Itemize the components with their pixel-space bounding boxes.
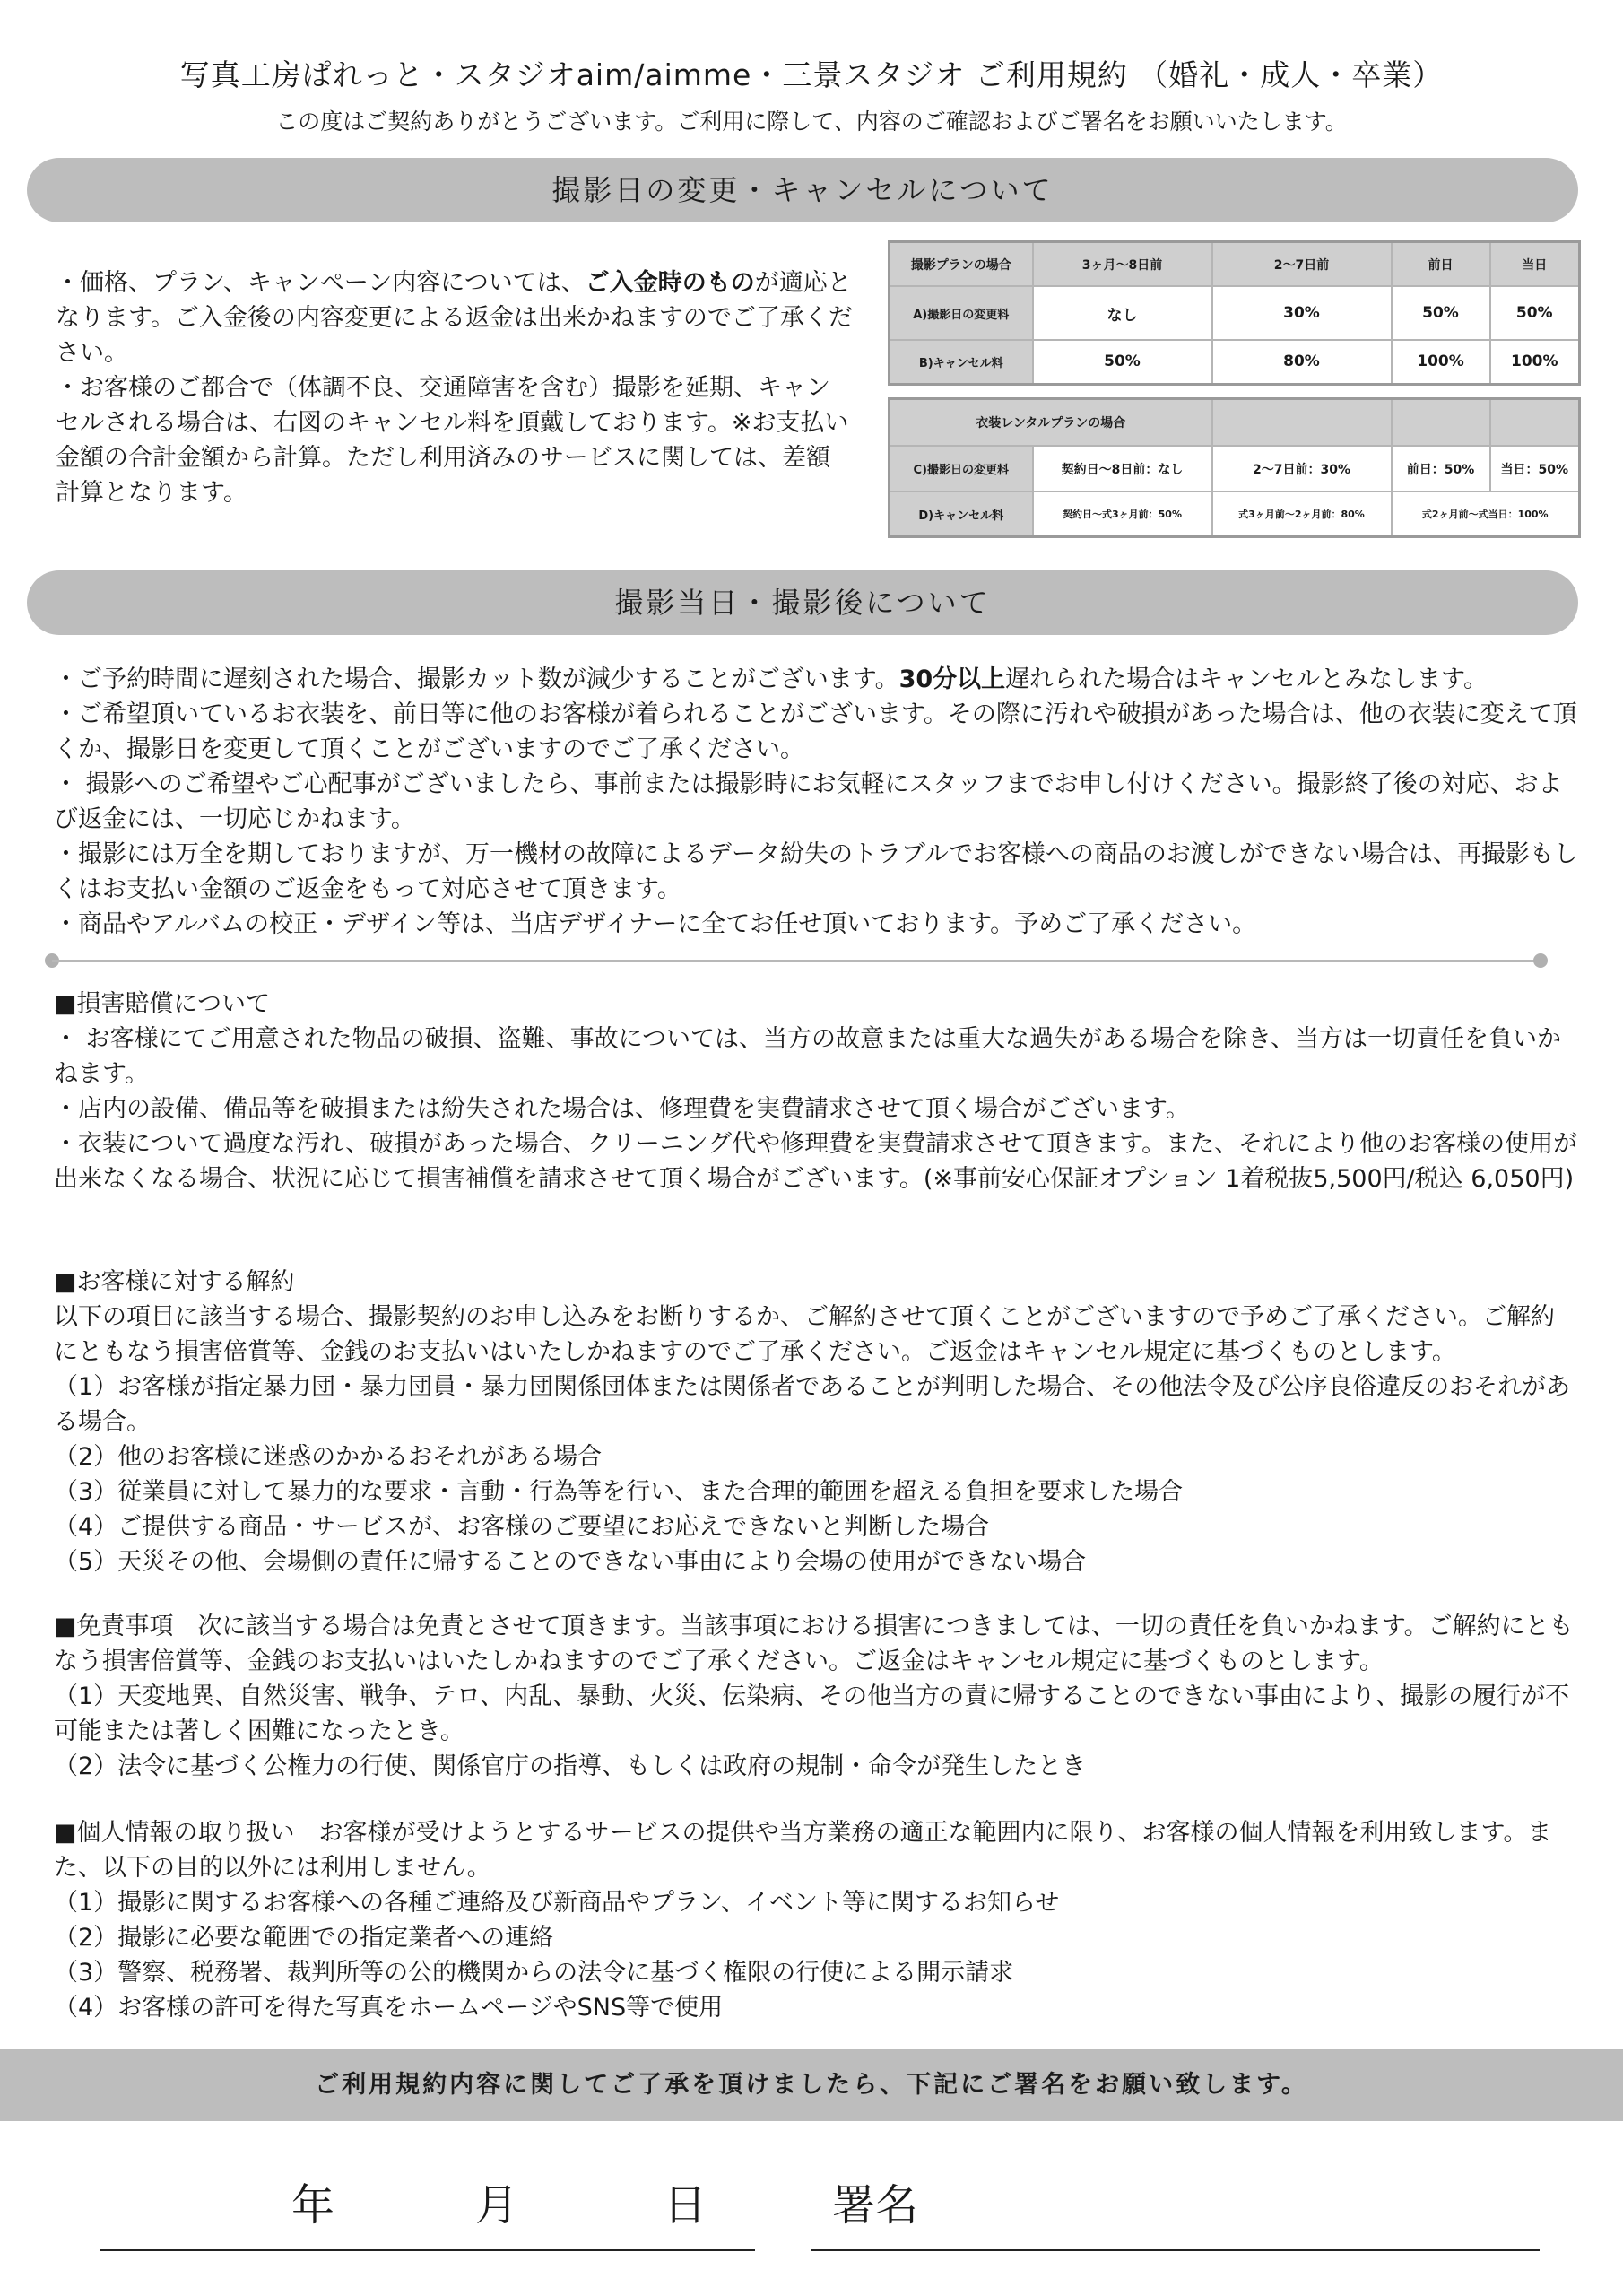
privacy-item: （2）撮影に必要な範囲での指定業者への連絡	[54, 1924, 554, 1952]
price-notice-post: が適応となります。ご入金後の内容変更による返金は出来かねますのでご了承ください。	[56, 269, 853, 367]
section-divider	[52, 960, 1541, 962]
privacy-title: ■個人情報の取り扱い	[54, 1819, 295, 1847]
exemption-title: ■免責事項	[54, 1613, 174, 1640]
fee-table-header-cell: 撮影プランの場合	[890, 242, 1033, 287]
exemption-item: （1）天変地異、自然災害、戦争、テロ、内乱、暴動、火災、伝染病、その他当方の責に帰することのできない事由により、撮影の履行が不可能または著しく困難になったとき。	[54, 1683, 1570, 1745]
fee-table-header-cell: 当日	[1490, 242, 1580, 287]
fee-table-header-cell	[1490, 399, 1580, 447]
data-loss-notice: ・撮影には万全を期しておりますが、万一機材の故障によるデータ紛失のトラブルでお客様への商品のお渡しができない場合は、再撮影もしくはお支払い金額のご返金をもって対応させて頂きます。	[54, 840, 1578, 903]
fee-table-cell: 100%	[1490, 340, 1580, 385]
late-arrival-bold: 30分以上	[898, 665, 1006, 693]
damages-item: ・ お客様にてご用意された物品の破損、盗難、事故については、当方の故意または重大な過失がある場合を除き、当方は一切責任を負いかねます。	[54, 1025, 1561, 1088]
fee-table-cell: 式3ヶ月前〜2ヶ月前：80%	[1212, 491, 1392, 536]
signature-name-label: 署名	[832, 2180, 919, 2231]
privacy-section	[54, 1815, 1578, 2025]
exemption-section	[54, 1609, 1578, 1784]
fee-table-row	[890, 491, 1580, 536]
fee-table-header-cell: 衣装レンタルプランの場合	[890, 399, 1212, 447]
fee-table-header-cell	[1212, 399, 1392, 447]
privacy-item: （1）撮影に関するお客様への各種ご連絡及び新商品やプラン、イベント等に関するお知らせ	[54, 1889, 1060, 1917]
fee-table-cell: 50%	[1490, 286, 1580, 340]
section1-text	[56, 265, 854, 510]
damages-item: ・店内の設備、備品等を破損または紛失された場合は、修理費を実費請求させて頂く場合がございます。	[54, 1095, 1190, 1123]
termination-item: （3）従業員に対して暴力的な要求・言動・行為等を行い、また合理的範囲を超える負担を要求した場合	[54, 1478, 1184, 1506]
section2-text	[54, 662, 1578, 942]
fee-table-cell: 前日：50%	[1392, 446, 1490, 491]
termination-section	[54, 1265, 1578, 1579]
divider-dot-right	[1533, 953, 1548, 968]
fee-table-header-row	[890, 399, 1580, 447]
fee-table-cell: 50%	[1033, 340, 1212, 385]
late-arrival-post: 遅れられた場合はキャンセルとみなします。	[1005, 665, 1488, 693]
fee-table-cell: 式2ヶ月前〜式当日：100%	[1392, 491, 1580, 536]
date-signature-line[interactable]	[100, 2249, 755, 2251]
damages-section	[54, 987, 1578, 1196]
fee-table-cell: 2〜7日前：30%	[1212, 446, 1392, 491]
document-subtitle: この度はご契約ありがとうございます。ご利用に際して、内容のご確認およびご署名をお願いいたします。	[275, 109, 1348, 135]
price-notice	[56, 265, 854, 370]
fee-table-row	[890, 286, 1580, 340]
fee-table-cell: 当日：50%	[1490, 446, 1580, 491]
privacy-item: （3）警察、税務署、裁判所等の公的機関からの法令に基づく権限の行使による開示請求	[54, 1959, 1014, 1987]
exemption-intro: 次に該当する場合は免責とさせて頂きます。当該事項における損害につきましては、一切の責任を負いかねます。ご解約にともなう損害倍賞等、金銭のお支払いはいたしかねますのでご了承ください。ご返金はキャンセル規定に基づくものとします。	[54, 1613, 1574, 1675]
fee-table-header-row	[890, 242, 1580, 287]
fee-table-header-cell: 2〜7日前	[1212, 242, 1392, 287]
section-heading-change-cancel: 撮影日の変更・キャンセルについて	[27, 158, 1578, 222]
exemption-item: （2）法令に基づく公権力の行使、関係官庁の指導、もしくは政府の規制・命令が発生したとき	[54, 1752, 1087, 1780]
requests-notice: ・ 撮影へのご希望やご心配事がございましたら、事前または撮影時にお気軽にスタッフまでお申し付けください。撮影終了後の対応、および返金には、一切応じかねます。	[54, 770, 1563, 833]
fee-table-row	[890, 446, 1580, 491]
fee-table-shooting-plan	[888, 240, 1581, 386]
privacy-text	[54, 1815, 1578, 1885]
fee-table-row-header: B)キャンセル料	[890, 340, 1033, 385]
fee-table-row-header: A)撮影日の変更料	[890, 286, 1033, 340]
privacy-intro: お客様が受けようとするサービスの提供や当方業務の適正な範囲内に限り、お客様の個人情報を利用致します。また、以下の目的以外には利用しません。	[54, 1819, 1552, 1882]
document-title: 写真工房ぱれっと・スタジオaim/aimme・三景スタジオ ご利用規約 （婚礼・成人・卒業）	[179, 57, 1444, 92]
fee-table-row	[890, 340, 1580, 385]
signature-year-label: 年	[291, 2180, 335, 2231]
fee-table-header-cell: 3ヶ月〜8日前	[1033, 242, 1212, 287]
costume-notice: ・ご希望頂いているお衣装を、前日等に他のお客様が着られることがございます。その際に汚れや破損があった場合は、他の衣装に変えて頂くか、撮影日を変更して頂くことがございますのでご了承ください。	[54, 700, 1577, 763]
termination-item: （5）天災その他、会場側の責任に帰することのできない事由により会場の使用ができない場合	[54, 1548, 1087, 1576]
late-arrival-notice	[54, 662, 1578, 697]
fee-table-row-header: C)撮影日の変更料	[890, 446, 1033, 491]
exemption-text	[54, 1609, 1578, 1679]
fee-table-cell: 100%	[1392, 340, 1490, 385]
design-notice: ・商品やアルバムの校正・デザイン等は、当店デザイナーに全てお任せ頂いております。予めご了承ください。	[54, 910, 1257, 938]
fee-table-row-header: D)キャンセル料	[890, 491, 1033, 536]
signature-month-label: 月	[475, 2180, 519, 2231]
damages-title: ■損害賠償について	[54, 990, 270, 1018]
fee-table-cell: 契約日〜8日前：なし	[1033, 446, 1212, 491]
termination-intro: 以下の項目に該当する場合、撮影契約のお申し込みをお断りするか、ご解約させて頂くことがございますので予めご了承ください。ご解約にともなう損害倍賞等、金銭のお支払いはいたしかねますのでご了承ください。ご返金はキャンセル規定に基づくものとします。	[54, 1303, 1555, 1366]
section-heading-shooting-day: 撮影当日・撮影後について	[27, 570, 1578, 635]
fee-table-cell: 30%	[1212, 286, 1392, 340]
termination-title: ■お客様に対する解約	[54, 1268, 295, 1296]
signature-instruction-band: ご利用規約内容に関してご了承を頂けましたら、下記にご署名をお願い致します。	[0, 2049, 1623, 2121]
privacy-item: （4）お客様の許可を得た写真をホームページやSNS等で使用	[54, 1994, 724, 2022]
fee-table-header-cell	[1392, 399, 1490, 447]
fee-table-cell: 50%	[1392, 286, 1490, 340]
signature-day-label: 日	[664, 2180, 707, 2231]
price-notice-pre: ・価格、プラン、キャンペーン内容については、	[56, 269, 586, 297]
fee-table-cell: なし	[1033, 286, 1212, 340]
damages-item: ・衣装について過度な汚れ、破損があった場合、クリーニング代や修理費を実費請求させて頂きます。また、それにより他のお客様の使用が出来なくなる場合、状況に応じて損害補償を請求させて頂く場合がございます。(※事前安心保証オプション 1着税抜5,500円/税込 6,050円)	[54, 1130, 1578, 1193]
late-arrival-pre: ・ご予約時間に遅刻された場合、撮影カット数が減少することがございます。	[54, 665, 899, 693]
termination-item: （1）お客様が指定暴力団・暴力団員・暴力団関係団体または関係者であることが判明した場合、その他法令及び公序良俗違反のおそれがある場合。	[54, 1373, 1571, 1436]
fee-table-header-cell: 前日	[1392, 242, 1490, 287]
fee-table-cell: 契約日〜式3ヶ月前：50%	[1033, 491, 1212, 536]
termination-item: （2）他のお客様に迷惑のかかるおそれがある場合	[54, 1443, 603, 1471]
fee-table-costume-plan	[888, 397, 1581, 538]
name-signature-line[interactable]	[812, 2249, 1540, 2251]
fee-table-cell: 80%	[1212, 340, 1392, 385]
postpone-notice: ・お客様のご都合で（体調不良、交通障害を含む）撮影を延期、キャンセルされる場合は、右図のキャンセル料を頂戴しております。※お支払い金額の合計金額から計算。ただし利用済みのサービスに関しては、差額計算となります。	[56, 374, 849, 507]
price-notice-bold: ご入金時のもの	[585, 269, 755, 297]
termination-item: （4）ご提供する商品・サービスが、お客様のご要望にお応えできないと判断した場合	[54, 1513, 990, 1541]
